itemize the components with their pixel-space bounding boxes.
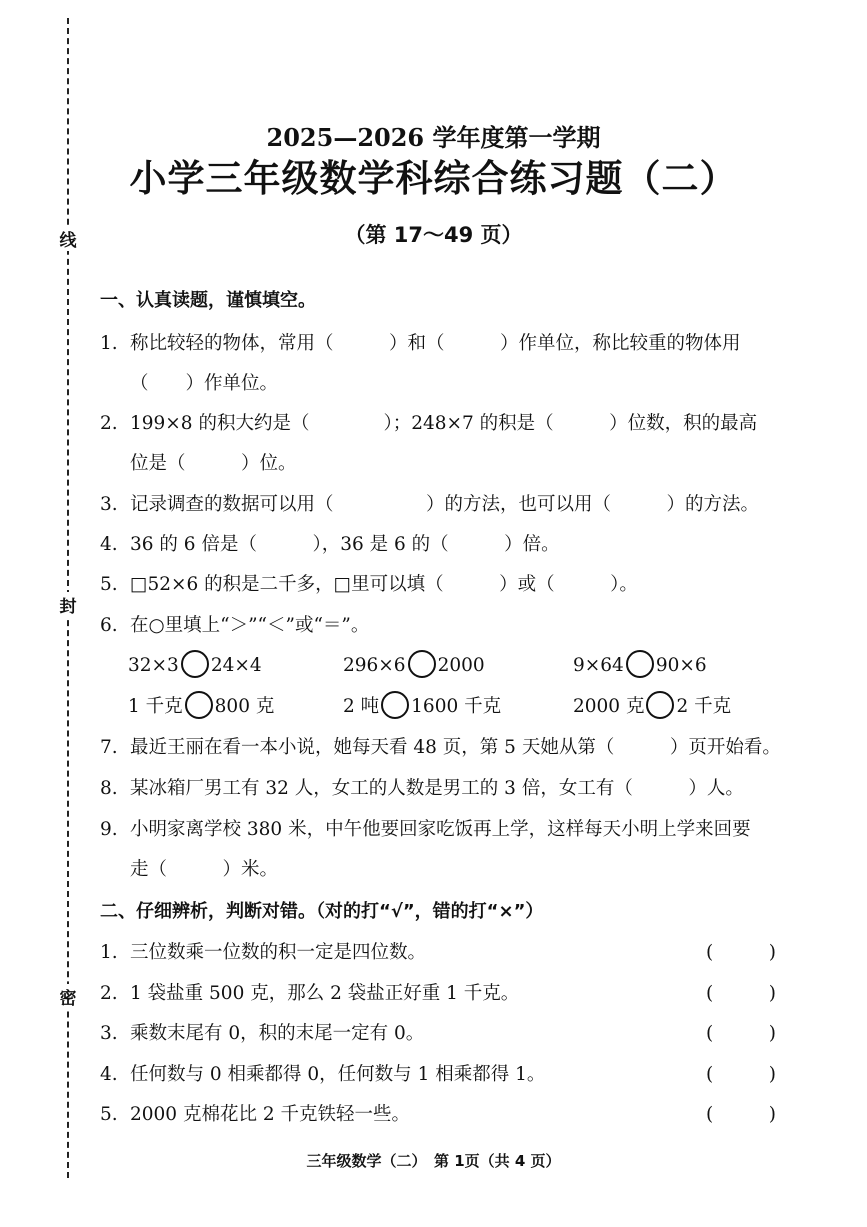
compare-right: 2000 (437, 655, 485, 676)
judge-item-5 (100, 1102, 410, 1128)
answer-blank[interactable]: ( ) (706, 1023, 776, 1044)
question-number: 5. (100, 1104, 118, 1125)
question-text: 36 的 6 倍是（ ），36 是 6 的（ ）倍。 (130, 534, 560, 555)
question-number: 3. (100, 494, 118, 515)
answer-blank[interactable]: ( ) (706, 1064, 776, 1085)
question-1-continued: （ ）作单位。 (130, 373, 279, 394)
question-9-continued: 走（ ）米。 (130, 859, 279, 880)
compare-circle-blank[interactable] (181, 650, 209, 678)
question-1 (100, 331, 741, 357)
compare-left: 32×3 (128, 655, 179, 676)
compare-right: 2 千克 (676, 696, 732, 717)
compare-right: 24×4 (210, 655, 262, 676)
page-range: （第 17～49 页） (344, 223, 523, 247)
question-6 (100, 613, 369, 639)
page-footer: 三年级数学（二） 第 1页（共 4 页） (306, 1152, 561, 1170)
question-number: 1. (100, 333, 118, 354)
question-number: 6. (100, 615, 118, 636)
compare-item (128, 693, 274, 721)
compare-right: 1600 千克 (411, 696, 502, 717)
question-number: 4. (100, 1064, 118, 1085)
compare-right: 90×6 (655, 655, 707, 676)
question-number: 5. (100, 574, 118, 595)
question-text: 小明家离学校 380 米，中午他要回家吃饭再上学，这样每天小明上学来回要 (130, 819, 751, 840)
compare-right: 800 克 (214, 696, 275, 717)
question-number: 2. (100, 413, 118, 434)
compare-left: 296×6 (343, 655, 406, 676)
compare-circle-blank[interactable] (646, 691, 674, 719)
question-5 (100, 572, 638, 598)
question-text: 称比较轻的物体，常用（ ）和（ ）作单位，称比较重的物体用 (130, 333, 741, 354)
question-3 (100, 492, 759, 518)
question-text: 199×8 的积大约是（ ）；248×7 的积是（ ）位数，积的最高 (130, 413, 758, 434)
question-number: 9. (100, 819, 118, 840)
compare-circle-blank[interactable] (408, 650, 436, 678)
question-number: 2. (100, 983, 118, 1004)
question-number: 3. (100, 1023, 118, 1044)
compare-circle-blank[interactable] (381, 691, 409, 719)
section-1-heading: 一、认真读题，谨慎填空。 (100, 290, 316, 311)
compare-item (573, 652, 707, 680)
judge-item-4 (100, 1062, 545, 1088)
question-4 (100, 532, 560, 558)
question-number: 1. (100, 942, 118, 963)
answer-blank[interactable]: ( ) (706, 942, 776, 963)
question-text: 任何数与 0 相乘都得 0，任何数与 1 相乘都得 1。 (130, 1064, 546, 1085)
question-text: 1 袋盐重 500 克，那么 2 袋盐正好重 1 千克。 (130, 983, 520, 1004)
compare-item (343, 693, 501, 721)
answer-blank[interactable]: ( ) (706, 1104, 776, 1125)
question-9 (100, 817, 751, 843)
compare-item (343, 652, 485, 680)
question-text: 2000 克棉花比 2 千克铁轻一些。 (130, 1104, 410, 1125)
compare-item (128, 652, 262, 680)
exam-title: 小学三年级数学科综合练习题（二） (129, 157, 738, 200)
question-number: 8. (100, 778, 118, 799)
judge-item-2 (100, 981, 519, 1007)
binding-label-line: 线 (58, 226, 78, 251)
question-text: 乘数末尾有 0，积的末尾一定有 0。 (130, 1023, 425, 1044)
compare-left: 2000 克 (573, 696, 645, 717)
binding-label-secret: 密 (58, 984, 78, 1009)
question-text: 最近王丽在看一本小说，她每天看 48 页，第 5 天她从第（ ）页开始看。 (130, 737, 781, 758)
school-year: 2025—2026 学年度第一学期 (266, 123, 601, 152)
question-2 (100, 411, 757, 437)
question-text: 三位数乘一位数的积一定是四位数。 (130, 942, 427, 963)
section-2-heading: 二、仔细辨析，判断对错。（对的打“√”，错的打“×”） (100, 901, 544, 922)
question-number: 4. (100, 534, 118, 555)
question-text: 在○里填上“＞”“＜”或“＝”。 (130, 615, 370, 636)
compare-left: 2 吨 (343, 696, 380, 717)
question-2-continued: 位是（ ）位。 (130, 453, 297, 474)
question-7 (100, 735, 781, 761)
judge-item-1 (100, 940, 426, 966)
answer-blank[interactable]: ( ) (706, 983, 776, 1004)
question-8 (100, 776, 744, 802)
question-text: □52×6 的积是二千多，□里可以填（ ）或（ ）。 (130, 574, 638, 595)
binding-label-seal: 封 (58, 592, 78, 617)
compare-circle-blank[interactable] (626, 650, 654, 678)
question-number: 7. (100, 737, 118, 758)
compare-left: 9×64 (573, 655, 624, 676)
compare-left: 1 千克 (128, 696, 183, 717)
compare-circle-blank[interactable] (185, 691, 213, 719)
question-text: 记录调查的数据可以用（ ）的方法，也可以用（ ）的方法。 (130, 494, 760, 515)
question-text: 某冰箱厂男工有 32 人，女工的人数是男工的 3 倍，女工有（ ）人。 (130, 778, 744, 799)
compare-item (573, 693, 731, 721)
judge-item-3 (100, 1021, 424, 1047)
